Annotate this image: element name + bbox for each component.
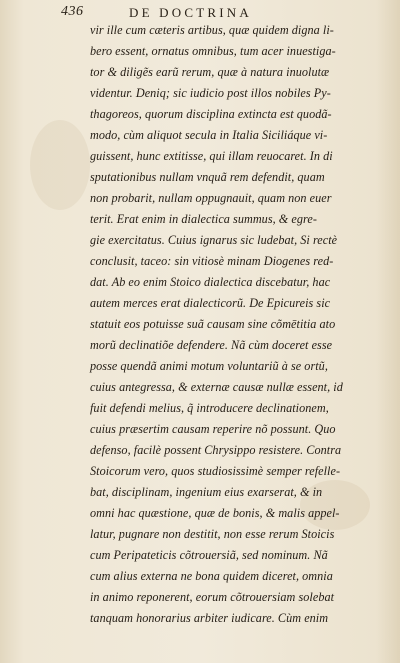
text-line: cuius antegressa, & externæ causæ nullæ essent, id xyxy=(90,380,343,394)
text-line: sputationibus nullam vnquã rem defendit, quam xyxy=(90,170,325,184)
paper-stain xyxy=(30,120,90,210)
running-head xyxy=(61,4,361,24)
text-line: gie exercitatus. Cuius ignarus sic ludebat, Si rectè xyxy=(90,233,338,247)
text-line: cum Peripateticis cõtrouersiã, sed nominum. Nã xyxy=(90,548,328,562)
text-line: latur, pugnare non destitit, non esse rerum Stoicis xyxy=(90,527,335,541)
text-line: statuit eos potuisse suã causam sine cõmētitia ato xyxy=(90,317,336,331)
text-line: bat, disciplinam, ingenium eius exarserat, & in xyxy=(90,485,323,499)
text-line: in animo reponerent, eorum cõtrouersiam solebat xyxy=(90,590,335,604)
text-line: guissent, hunc extitisse, qui illam reuocaret. In di xyxy=(90,149,333,163)
text-line: omni hac quæstione, quæ de bonis, & malis appel- xyxy=(90,506,340,520)
text-line: autem merces erat dialecticorũ. De Epicureis sic xyxy=(90,296,331,310)
text-line: posse quendã animi motum voluntariũ à se ortũ, xyxy=(90,359,328,373)
text-line: videntur. Deniq; sic iudicio post illos nobiles Py- xyxy=(90,86,331,100)
text-line: dat. Ab eo enim Stoico dialectica discebatur, hac xyxy=(90,275,331,289)
text-line: vir ille cum cæteris artibus, quæ quidem digna li- xyxy=(90,23,334,37)
text-line: bero essent, ornatus omnibus, tum acer inuestiga- xyxy=(90,44,336,58)
text-line: fuit defendi melius, q̃ introducere declinationem, xyxy=(90,401,329,415)
text-line: terit. Erat enim in dialectica summus, & egre- xyxy=(90,212,317,226)
running-title: DE DOCTRINA xyxy=(129,5,252,20)
text-line: cum alius externa ne bona quidem diceret, omnia xyxy=(90,569,333,583)
text-line: cuius præsertim causam reperire nõ possunt. Quo xyxy=(90,422,336,436)
text-line: non probarit, nullam oppugnauit, quam non euer xyxy=(90,191,332,205)
text-line: thagoreos, quorum disciplina extincta est quodã- xyxy=(90,107,332,121)
text-line: defenso, facilè possent Chrysippo resistere. Contra xyxy=(90,443,342,457)
text-line: modo, cùm aliquot secula in Italia Siciliáque vi- xyxy=(90,128,328,142)
text-block xyxy=(90,22,380,625)
page-number: 436 xyxy=(61,4,84,19)
text-line: Stoicorum vero, quos studiosissimè semper refelle- xyxy=(90,464,341,478)
text-line: tor & diligẽs earũ rerum, quæ à natura inuolutæ xyxy=(90,65,330,79)
text-line: morũ declinatiõe defendere. Nã cùm doceret esse xyxy=(90,338,333,352)
text-line: conclusit, taceo: sin vitiosè minam Diogenes red- xyxy=(90,254,334,268)
text-line: tanquam honorarius arbiter iudicare. Cùm enim xyxy=(90,611,329,625)
